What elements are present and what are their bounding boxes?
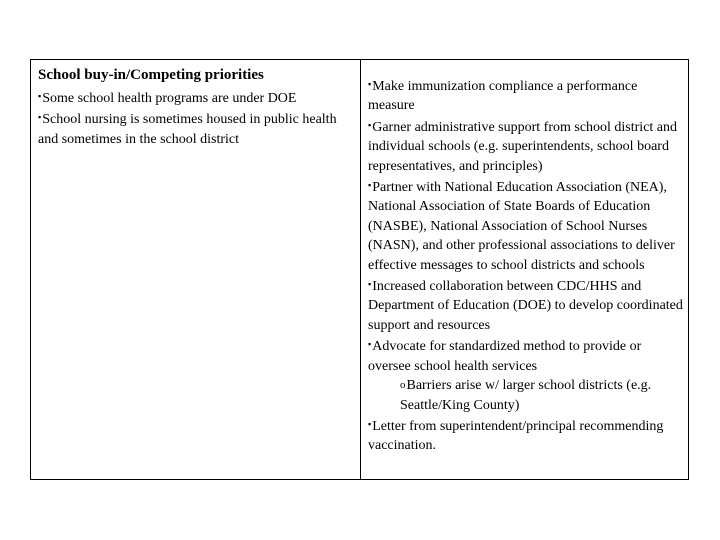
content-table — [30, 59, 689, 480]
list-item: ▪Letter from superintendent/principal recommending vaccination. — [368, 418, 664, 454]
square-bullet-icon: ▪ — [38, 112, 42, 123]
list-item: ▪Advocate for standardized method to provide or oversee school health services — [368, 339, 642, 374]
square-bullet-icon: ▪ — [368, 279, 372, 290]
list-item: ▪School nursing is sometimes housed in public health and sometimes in the school district — [38, 112, 337, 147]
square-bullet-icon: ▪ — [368, 418, 372, 429]
square-bullet-icon: ▪ — [38, 91, 42, 101]
cell-heading: School buy-in/Competing priorities — [38, 67, 264, 83]
list-item: ▪Some school health programs are under DOE — [38, 91, 297, 106]
left-cell — [31, 60, 361, 479]
circle-bullet-icon: o — [400, 379, 406, 392]
square-bullet-icon: ▪ — [368, 339, 372, 350]
list-item: ▪Partner with National Education Association (NEA), National Association of State Boards of Education (NASBE), National Association of School Nurses (NASN), and other professional associations to deliver effective messages to school districts and schools — [368, 180, 675, 273]
list-item: ▪Make immunization compliance a performance measure — [368, 79, 638, 114]
right-cell — [361, 60, 688, 479]
list-item: ▪Increased collaboration between CDC/HHS and Department of Education (DOE) to develop coordinated support and resources — [368, 279, 683, 333]
square-bullet-icon: ▪ — [368, 79, 372, 89]
square-bullet-icon: ▪ — [368, 119, 372, 130]
sub-list-item: oBarriers arise w/ larger school districts (e.g. Seattle/King County) — [400, 378, 652, 413]
list-item: ▪Garner administrative support from school district and individual schools (e.g. superintendents, school board representatives, and principles) — [368, 119, 678, 174]
square-bullet-icon: ▪ — [368, 180, 372, 191]
